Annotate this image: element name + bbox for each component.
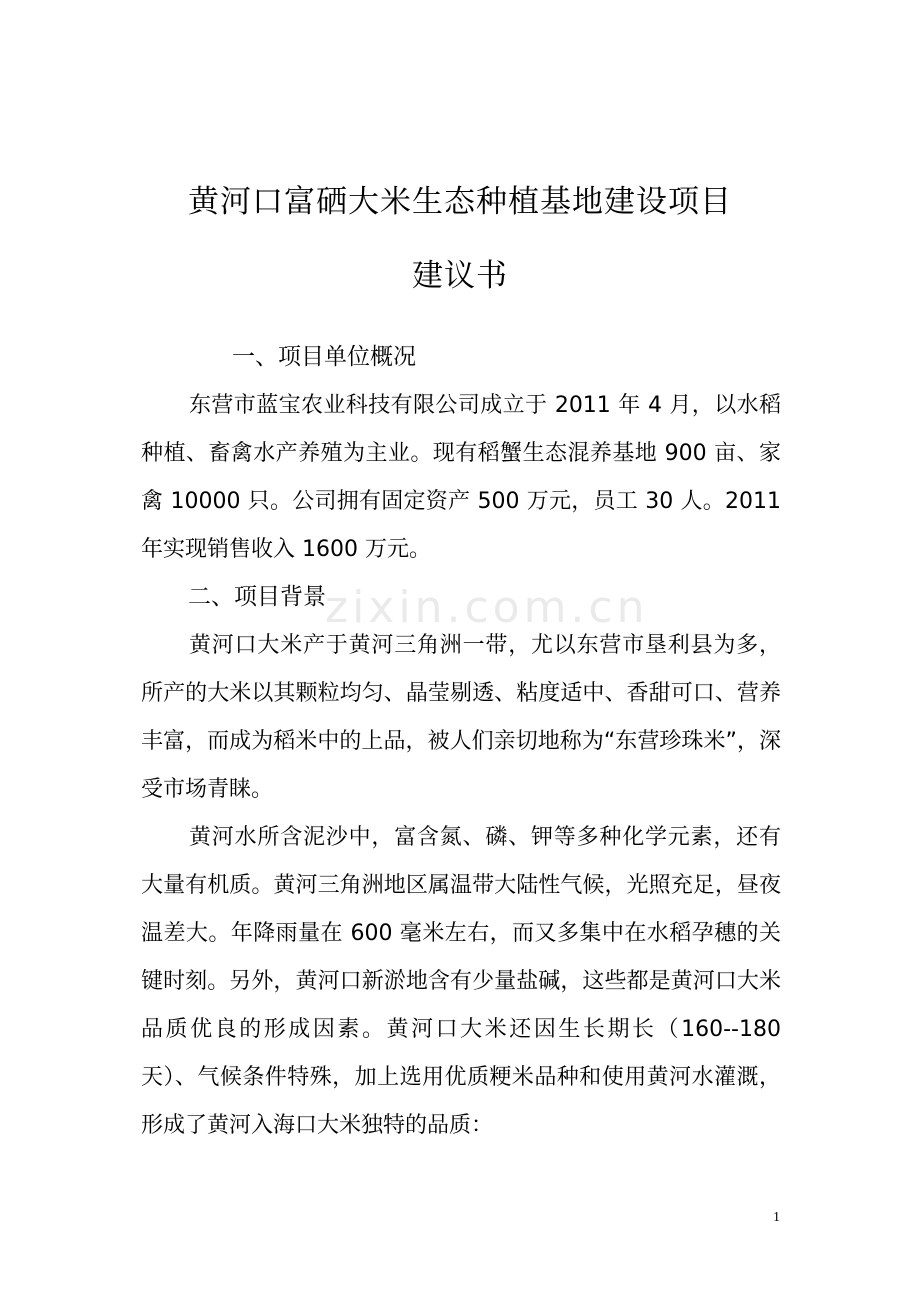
section1-heading: 一、项目单位概况 [232, 344, 416, 370]
document-title-line1: 黄河口富硒大米生态种植基地建设项目 [188, 184, 732, 220]
page-number: 1 [773, 1210, 780, 1225]
watermark: zixin.com.cn [325, 582, 649, 633]
section2-paragraph1: 黄河口大米产于黄河三角洲一带，尤以东营市垦利县为多，所产的大米以其颗粒均匀、晶莹剔透、粘度适中、香甜可口、营养丰富，而成为稻米中的上品，被人们亲切地称为“东营珍珠米”，深受市场青睐。 [141, 633, 781, 802]
document-title-line2: 建议书 [412, 258, 508, 294]
section2-paragraph2: 黄河水所含泥沙中，富含氮、磷、钾等多种化学元素，还有大量有机质。黄河三角洲地区属温带大陆性气候，光照充足，昼夜温差大。年降雨量在 600 毫米左右，而又多集中在水稻孕穗的关键时刻。另外，黄河口新淤地含有少量盐碱，这些都是黄河口大米品质优良的形成因素。黄河口大米还因生长期长（160--180 天）、气候条件特殊，加上选用优质粳米品种和使用黄河水灌溉，形成了黄河入海口大米独特的品质： [141, 825, 781, 1138]
section2-heading: 二、项目背景 [188, 584, 326, 610]
section1-paragraph: 东营市蓝宝农业科技有限公司成立于 2011 年 4 月，以水稻种植、畜禽水产养殖为主业。现有稻蟹生态混养基地 900 亩、家禽 10000 只。公司拥有固定资产 500 万元，员工 30 人。2011 年实现销售收入 1600 万元。 [141, 393, 781, 562]
